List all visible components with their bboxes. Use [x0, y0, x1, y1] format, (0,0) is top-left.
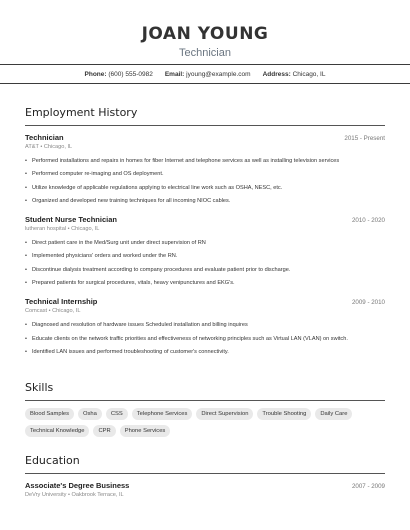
address-value: Chicago, IL	[292, 70, 326, 78]
contact-bar	[0, 64, 410, 84]
job-title: Technical Internship	[25, 297, 98, 307]
education-section	[25, 454, 385, 498]
education-entry	[25, 481, 385, 498]
skill-tag: CSS	[106, 408, 128, 420]
skills-heading: Skills	[25, 381, 385, 401]
education-dates: 2007 - 2009	[351, 483, 385, 490]
address-label: Address:	[262, 70, 291, 78]
job-bullets	[25, 155, 385, 208]
phone-value: (600) 555-0982	[108, 70, 153, 78]
job-dates: 2010 - 2020	[351, 217, 385, 225]
email-label: Email:	[164, 70, 185, 78]
job-bullet: • Identified LAN issues and performed troubleshooting of customer's connectivity.	[25, 346, 385, 359]
job-bullet: • Direct patient care in the Med/Surg unit under direct supervision of RN	[25, 237, 385, 250]
email-value[interactable]: jyoung@example.com	[186, 70, 251, 78]
job-bullet: • Organized and developed new training techniques for all incoming NIOC cables.	[25, 195, 385, 208]
skill-tag: CPR	[93, 425, 115, 437]
school-name: DeVry University • Oakbrook Terrace, IL	[25, 492, 124, 498]
skills-list	[25, 408, 385, 442]
job-entry	[25, 133, 385, 208]
job-title: Technician	[25, 133, 64, 142]
skill-tag: Direct Supervision	[196, 408, 253, 420]
resume-header	[0, 0, 410, 60]
job-dates: 2015 - Present	[344, 135, 385, 142]
job-title: Student Nurse Technician	[25, 215, 117, 225]
job-bullet: • Diagnosed and resolution of hardware issues Scheduled installation and billing inquires	[25, 319, 385, 332]
skill-tag: Phone Services	[120, 425, 171, 437]
contact-email	[165, 71, 251, 78]
skill-tag: Blood Samples	[25, 408, 74, 420]
job-bullet: • Performed installations and repairs in homes for fiber Internet and telephone services as well as installing television services	[25, 155, 385, 168]
job-entry	[25, 215, 385, 290]
job-bullet: • Prepared patients for surgical procedures, vitals, heavy venipunctures and EKG's.	[25, 277, 385, 290]
applicant-title: Technician	[179, 47, 231, 59]
skill-tag: Daily Care	[315, 408, 352, 420]
applicant-name: JOAN YOUNG	[141, 24, 269, 44]
job-bullet: • Discontinue dialysis treatment according to company procedures and evaluate patient prior to discharge.	[25, 264, 385, 277]
contact-phone	[85, 71, 153, 78]
employment-section	[25, 106, 385, 359]
employment-heading: Employment History	[25, 106, 385, 126]
job-dates: 2009 - 2010	[351, 299, 385, 307]
education-heading: Education	[25, 454, 385, 474]
contact-address	[263, 71, 326, 78]
job-bullets	[25, 319, 385, 359]
skill-tag: Trouble Shooting	[257, 408, 311, 420]
job-bullets	[25, 237, 385, 290]
job-bullet: • Educate clients on the network traffic priorities and effectiveness of networking principles such as Virtual LAN (VLAN) on switch.	[25, 333, 385, 346]
job-entry	[25, 297, 385, 359]
job-company: Comcast • Chicago, IL	[25, 308, 81, 315]
skill-tag: Osha	[78, 408, 102, 420]
phone-label: Phone:	[84, 70, 107, 78]
job-company: lutheran hospital • Chicago, IL	[25, 226, 100, 233]
skills-section	[25, 381, 385, 442]
skill-tag: Telephone Services	[132, 408, 193, 420]
skill-tag: Technical Knowledge	[25, 425, 89, 437]
job-bullet: • Performed computer re-imaging and OS deployment.	[25, 168, 385, 181]
job-company: AT&T • Chicago, IL	[25, 144, 73, 150]
degree-title: Associate's Degree Business	[25, 481, 130, 490]
job-bullet: • Implemented physicians' orders and worked under the RN.	[25, 250, 385, 263]
job-bullet: • Utilize knowledge of applicable regulations applying to electrical line work such as OSHA, NESC, etc.	[25, 182, 385, 195]
